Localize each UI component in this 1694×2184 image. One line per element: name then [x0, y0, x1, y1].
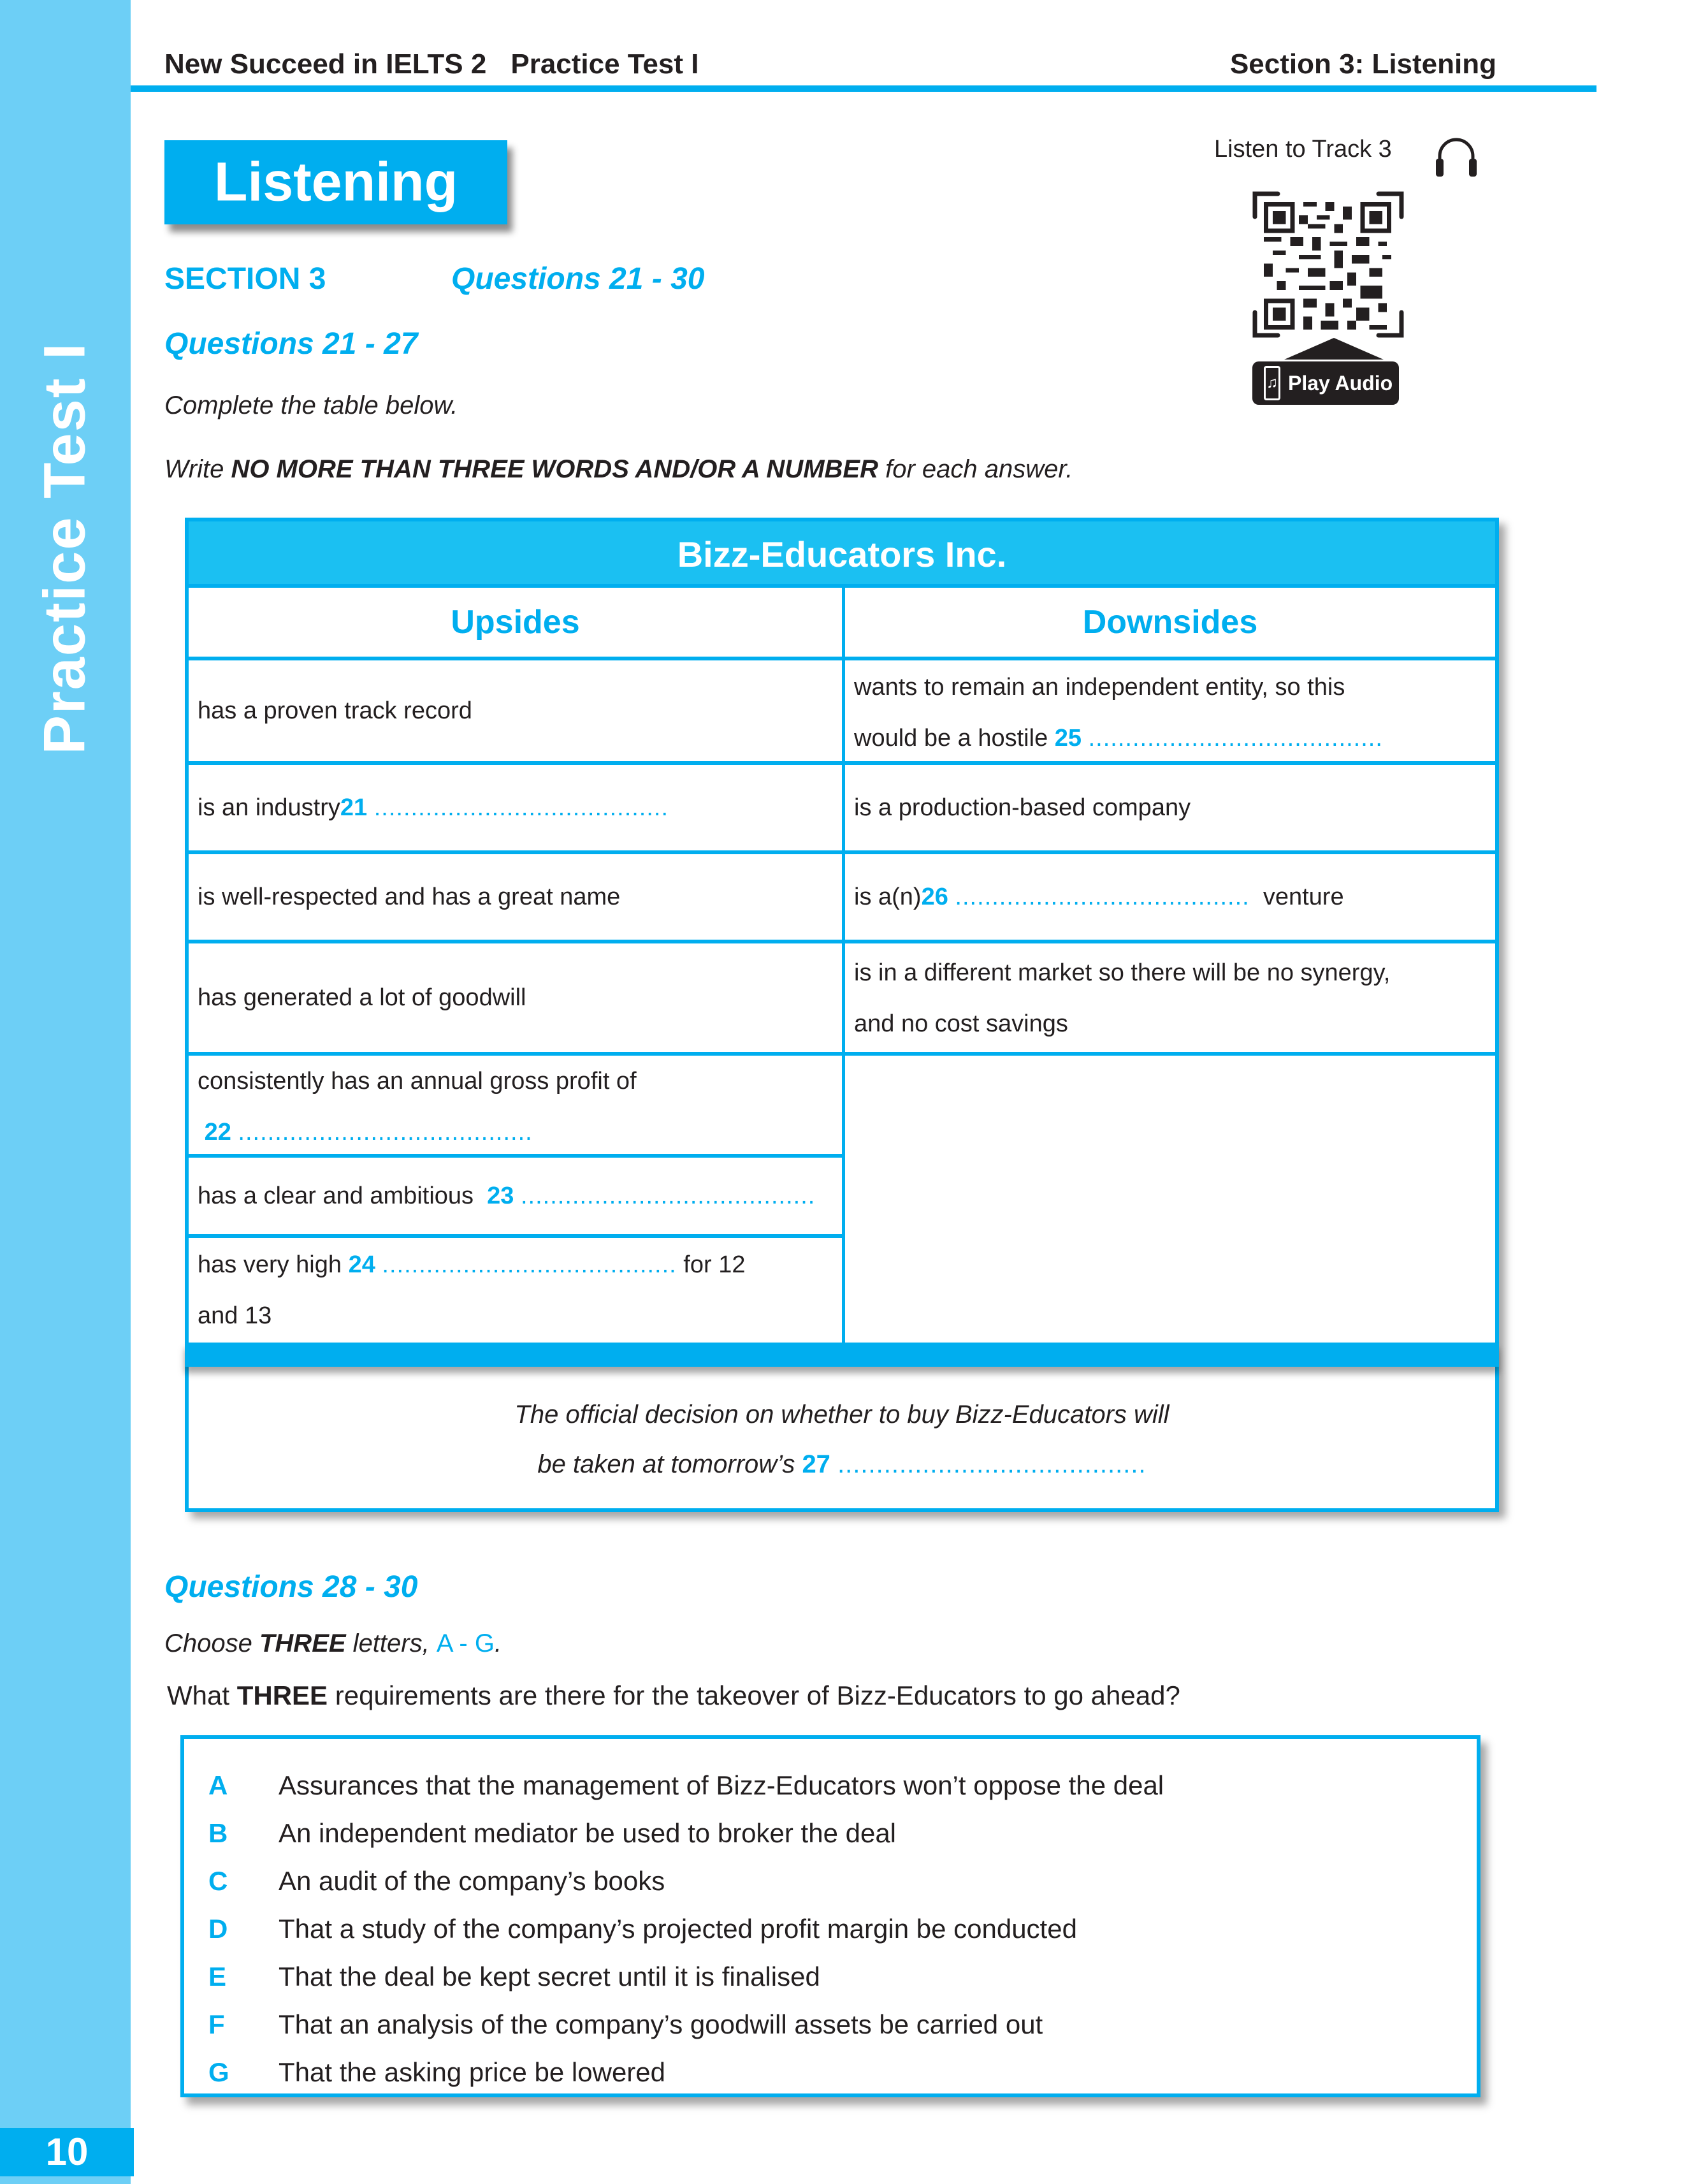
book-title: New Succeed in IELTS 2 — [164, 48, 487, 80]
question-number: 26 — [921, 884, 948, 910]
header-divider — [131, 85, 1596, 92]
play-audio-button[interactable] — [1252, 361, 1399, 405]
upside-cell: has a clear and ambitious 23 ........................................ — [189, 1158, 845, 1238]
play-audio-label: Play Audio — [1288, 371, 1393, 395]
downside-cell: is in a different market so there will be no synergy, and no cost savings — [845, 943, 1495, 1056]
upsides-continued — [189, 1056, 845, 1343]
option-a[interactable]: A Assurances that the management of Bizz-Educators won’t oppose the deal — [208, 1770, 1164, 1800]
part2-instruction: Choose THREE letters, A - G. — [164, 1629, 502, 1657]
option-e[interactable]: E That the deal be kept secret until it is finalised — [208, 1961, 820, 1991]
vertical-practice-test-title: Practice Test I — [32, 342, 98, 755]
side-strip — [0, 0, 131, 2184]
table-footer-bar — [185, 1343, 1499, 1367]
column-header-upsides: Upsides — [189, 588, 845, 660]
question-number: 24 — [348, 1251, 375, 1278]
upside-cell: is an industry 21 ........................................ — [189, 765, 845, 854]
question-number: 27 — [802, 1450, 830, 1478]
section-questions-range: Questions 21 - 30 — [451, 262, 705, 296]
track-label: Listen to Track 3 — [1214, 136, 1392, 163]
upside-cell: consistently has an annual gross profit of 22 ........................................ — [189, 1056, 845, 1158]
column-header-downsides: Downsides — [845, 588, 1495, 660]
downside-cell: wants to remain an independent entity, so this would be a hostile 25 ........................................ — [845, 660, 1495, 765]
notes-table — [185, 518, 1499, 1512]
options-box — [180, 1735, 1480, 2097]
part1-instruction-2: Write NO MORE THAN THREE WORDS AND/OR A NUMBER for each answer. — [164, 455, 1073, 483]
downside-cell: is a production-based company — [845, 765, 1495, 854]
upside-cell: has generated a lot of goodwill — [189, 943, 845, 1056]
music-note-icon: ♫ — [1264, 366, 1280, 400]
upside-cell: is well-respected and has a great name — [189, 854, 845, 943]
downside-empty-cell — [845, 1056, 1495, 1343]
section-title: Section 3: Listening — [1229, 48, 1496, 80]
qr-code[interactable] — [1252, 191, 1404, 338]
question-number: 22 — [204, 1119, 231, 1146]
table-footer-note: The official decision on whether to buy Bizz-Educators will be taken at tomorrow’s 27 ........................................ — [514, 1401, 1169, 1478]
part1-instruction-1: Complete the table below. — [164, 391, 458, 419]
headphones-icon — [1431, 131, 1482, 182]
listening-banner — [164, 140, 507, 224]
answer-blank-21[interactable]: ........................................ — [373, 794, 669, 821]
option-b[interactable]: B An independent mediator be used to broker the deal — [208, 1817, 897, 1848]
option-g[interactable]: G That the asking price be lowered — [208, 2057, 666, 2087]
test-title: Practice Test I — [510, 48, 699, 80]
running-header-left — [164, 48, 699, 80]
question-number: 25 — [1054, 725, 1082, 752]
upside-cell: has very high 24 ........................................ for 12 and 13 — [189, 1238, 845, 1343]
part1-heading: Questions 21 - 27 — [164, 327, 418, 361]
question-number: 23 — [487, 1183, 514, 1209]
downside-cell: is a(n) 26 ........................................ venture — [845, 854, 1495, 943]
part2-question: What THREE requirements are there for the takeover of Bizz-Educators to go ahead? — [167, 1680, 1180, 1710]
section-label: SECTION 3 — [164, 262, 326, 296]
arrow-up-icon — [1284, 338, 1384, 360]
option-c[interactable]: C An audit of the company’s books — [208, 1865, 665, 1896]
page-number: 10 — [0, 2128, 134, 2176]
question-number: 21 — [340, 794, 368, 821]
option-d[interactable]: D That a study of the company’s projected profit margin be conducted — [208, 1913, 1077, 1944]
answer-blank-27[interactable]: ........................................ — [837, 1450, 1147, 1478]
option-f[interactable]: F That an analysis of the company’s goodwill assets be carried out — [208, 2009, 1043, 2039]
answer-blank-23[interactable]: ........................................ — [521, 1183, 816, 1209]
banner-title: Listening — [214, 151, 458, 213]
answer-blank-25[interactable]: ........................................ — [1088, 725, 1383, 752]
qr-pattern — [1264, 202, 1391, 330]
answer-blank-22[interactable]: ........................................ — [238, 1119, 533, 1146]
part2-heading: Questions 28 - 30 — [164, 1570, 418, 1604]
table-title: Bizz-Educators Inc. — [189, 521, 1495, 588]
answer-blank-26[interactable]: ........................................ — [955, 884, 1250, 910]
answer-blank-24[interactable]: ........................................ — [382, 1251, 677, 1278]
upside-cell: has a proven track record — [189, 660, 845, 765]
